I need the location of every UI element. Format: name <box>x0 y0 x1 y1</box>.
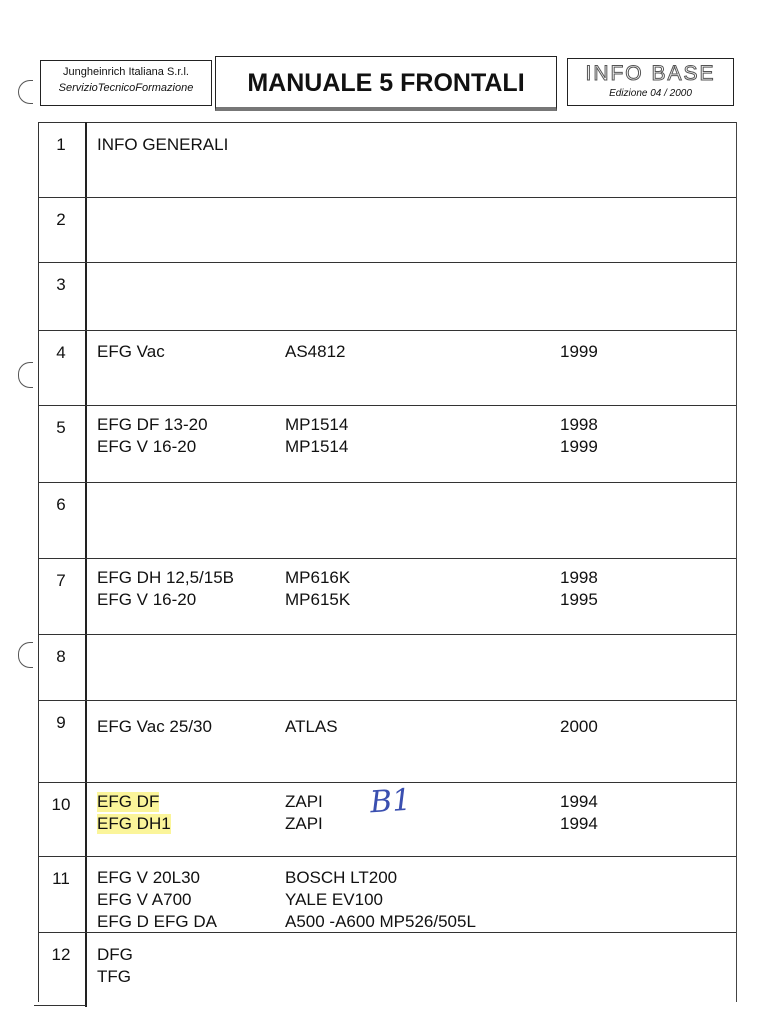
model-name: EFG DH1 <box>97 814 171 833</box>
model-name: EFG DF <box>97 792 160 811</box>
controller-name: BOSCH LT200 <box>285 868 398 887</box>
edition-text: Edizione 04 / 2000 <box>609 88 692 99</box>
table-bottom-stub <box>34 1005 86 1006</box>
model-name: TFG <box>97 967 131 986</box>
model-name: EFG V A700 <box>97 890 192 909</box>
table-top-border <box>38 122 736 123</box>
controller-name: ZAPI <box>285 814 323 833</box>
model-name: EFG Vac 25/30 <box>97 717 212 736</box>
row-divider <box>38 197 736 198</box>
handwritten-annotation: B1 <box>368 782 413 821</box>
controller-name: ZAPI <box>285 792 323 811</box>
punch-hole-mark <box>18 80 33 104</box>
table-right-border <box>736 122 737 1002</box>
department-name: ServizioTecnicoFormazione <box>58 82 194 94</box>
row-divider <box>38 558 736 559</box>
row-divider <box>38 634 736 635</box>
company-box <box>40 60 212 106</box>
model-name: EFG Vac <box>97 342 165 361</box>
controller-name: MP615K <box>285 590 351 609</box>
section-number: 6 <box>56 495 66 514</box>
section-number: 4 <box>56 343 66 362</box>
model-name: EFG V 16-20 <box>97 590 197 609</box>
section-number: 5 <box>56 418 66 437</box>
model-name: INFO GENERALI <box>97 135 229 154</box>
row-divider <box>38 482 736 483</box>
model-name: EFG DF 13-20 <box>97 415 208 434</box>
controller-name: A500 -A600 MP526/505L <box>285 912 476 931</box>
model-name: EFG V 16-20 <box>97 437 197 456</box>
number-column-divider <box>85 122 87 1007</box>
page-title: MANUALE 5 FRONTALI <box>247 69 525 97</box>
row-divider <box>38 405 736 406</box>
model-name: EFG DH 12,5/15B <box>97 568 235 587</box>
info-base-stamp <box>567 58 734 106</box>
year: 1999 <box>560 342 598 361</box>
year: 1994 <box>560 814 598 833</box>
table-left-border <box>38 122 39 1002</box>
controller-name: ATLAS <box>285 717 338 736</box>
punch-hole-mark <box>18 642 33 668</box>
section-number: 8 <box>56 647 66 666</box>
row-divider <box>38 782 736 783</box>
controller-name: MP1514 <box>285 415 349 434</box>
model-name: EFG D EFG DA <box>97 912 217 931</box>
section-number: 7 <box>56 571 66 590</box>
section-number: 11 <box>52 869 70 888</box>
section-number: 1 <box>56 135 66 154</box>
row-divider <box>38 932 736 933</box>
section-number: 2 <box>56 210 66 229</box>
controller-name: AS4812 <box>285 342 346 361</box>
year: 2000 <box>560 717 598 736</box>
stamp-text: INFO BASE <box>585 62 716 85</box>
row-divider <box>38 262 736 263</box>
company-name: Jungheinrich Italiana S.r.l. <box>63 66 189 78</box>
punch-hole-mark <box>18 362 33 388</box>
row-divider <box>38 330 736 331</box>
model-name: DFG <box>97 945 133 964</box>
controller-name: YALE EV100 <box>285 890 383 909</box>
section-number: 12 <box>51 945 71 964</box>
section-number: 3 <box>56 275 66 294</box>
title-box <box>215 56 557 111</box>
row-divider <box>38 856 736 857</box>
year: 1995 <box>560 590 598 609</box>
year: 1994 <box>560 792 598 811</box>
controller-name: MP616K <box>285 568 351 587</box>
controller-name: MP1514 <box>285 437 349 456</box>
row-divider <box>38 700 736 701</box>
year: 1999 <box>560 437 598 456</box>
year: 1998 <box>560 415 598 434</box>
section-number: 10 <box>51 795 71 814</box>
year: 1998 <box>560 568 598 587</box>
model-name: EFG V 20L30 <box>97 868 201 887</box>
section-number: 9 <box>56 713 66 732</box>
